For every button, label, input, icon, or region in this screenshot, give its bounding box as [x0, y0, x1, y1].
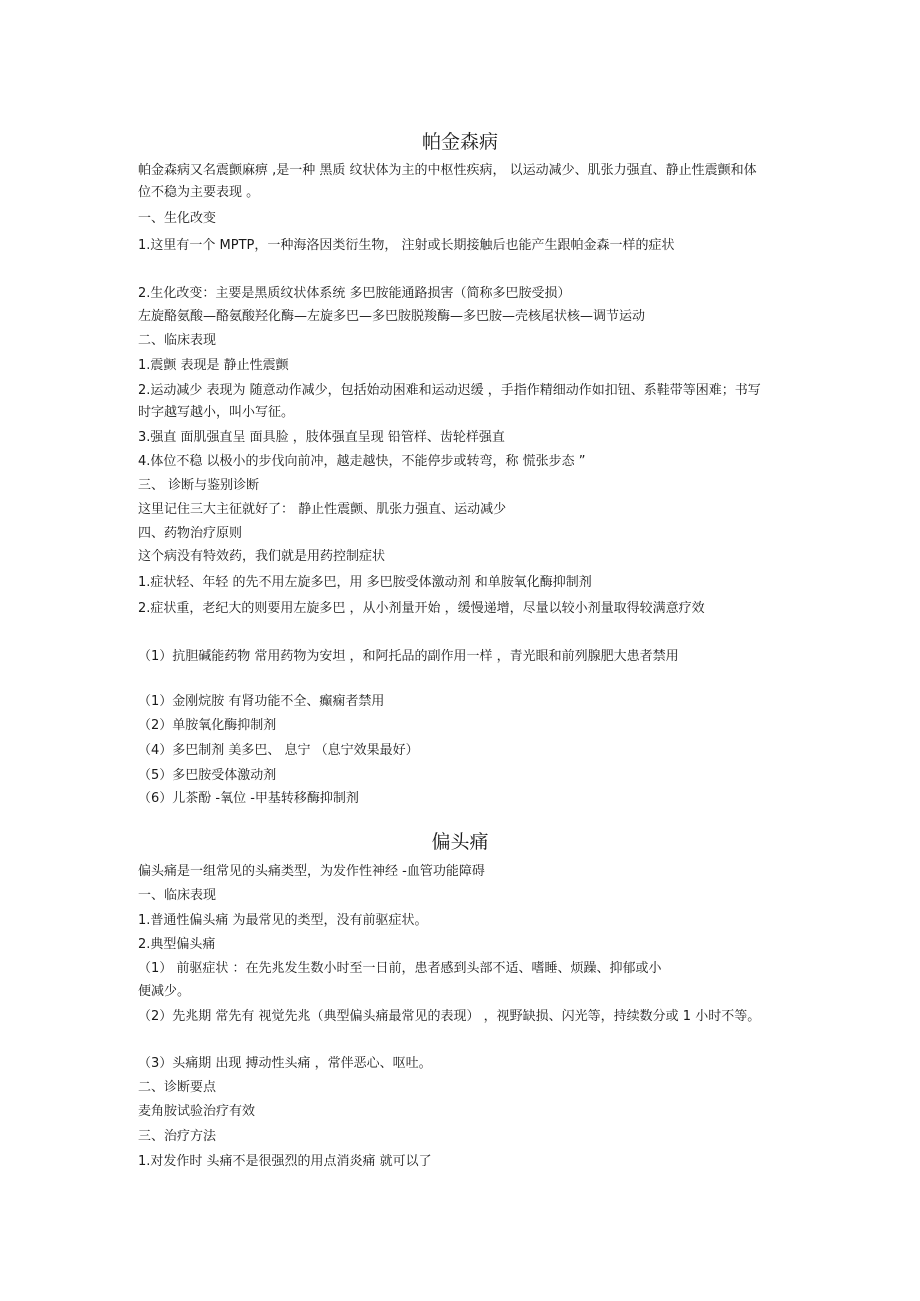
biochem-item-1: 1.这里有一个 MPTP，一种海洛因类衍生物， 注射或长期接触后也能产生跟帕金森一样的症状: [138, 238, 675, 253]
migraine-treatment-1: 1.对发作时 头痛不是很强烈的用点消炎痛 就可以了: [138, 1154, 432, 1169]
therapy-item-1: 1.症状轻、年轻 的先不用左旋多巴，用 多巴胺受体激动剂 和单胺氧化酶抑制剂: [138, 575, 592, 590]
migraine-headache-phase: （3）头痛期 出现 搏动性头痛 ，常伴恶心、呕吐。: [138, 1056, 432, 1071]
clinical-item-2: 2.运动减少 表现为 随意动作减少，包括始动困难和运动迟缓 ，手指作精细动作如扣钮、系鞋带等困难；书写时字越写越小，叫小写征。: [138, 383, 761, 420]
therapy-item-8: （6）儿茶酚 -氧位 -甲基转移酶抑制剂: [138, 791, 359, 806]
heading-migraine-clinical: 一、临床表现: [138, 888, 217, 903]
clinical-item-3: 3.强直 面肌强直呈 面具脸 ，肢体强直呈现 铅管样、齿轮样强直: [138, 430, 505, 445]
therapy-item-5: （2）单胺氧化酶抑制剂: [138, 718, 277, 733]
clinical-item-1: 1.震颤 表现是 静止性震颤: [138, 358, 289, 373]
migraine-clinical-1: 1.普通性偏头痛 为最常见的类型，没有前驱症状。: [138, 913, 428, 928]
parkinson-intro: 帕金森病又名震颤麻痹 ,是一种 黑质 纹状体为主的中枢性疾病， 以运动减少、肌张力强直、静止性震颤和体位不稳为主要表现 。: [138, 163, 757, 200]
section-title-migraine: 偏头痛: [431, 831, 489, 853]
heading-migraine-treatment: 三、治疗方法: [138, 1129, 217, 1144]
migraine-prodrome-cont: 便减少。: [138, 984, 191, 999]
migraine-prodrome: （1） 前驱症状 ：在先兆发生数小时至一日前，患者感到头部不适、嗜睡、烦躁、抑郁或小: [138, 961, 662, 976]
migraine-intro: 偏头痛是一组常见的头痛类型，为发作性神经 -血管功能障碍: [138, 864, 485, 879]
therapy-item-7: （5）多巴胺受体激动剂: [138, 768, 277, 783]
therapy-item-3: （1）抗胆碱能药物 常用药物为安坦 ，和阿托品的副作用一样 ，青光眼和前列腺肥大患者禁用: [138, 649, 679, 664]
section-title-parkinson: 帕金森病: [421, 131, 498, 153]
heading-migraine-diagnosis: 二、诊断要点: [138, 1080, 217, 1095]
heading-diagnosis: 三、 诊断与鉴别诊断: [138, 478, 260, 493]
migraine-diagnosis-text: 麦角胺试验治疗有效: [138, 1104, 256, 1119]
therapy-item-2: 2.症状重，老纪大的则要用左旋多巴 ，从小剂量开始 ，缓慢递增，尽量以较小剂量取得较满意疗效: [138, 601, 705, 616]
biochem-item-2: 2.生化改变：主要是黑质纹状体系统 多巴胺能通路损害（简称多巴胺受损）: [138, 286, 571, 301]
therapy-item-4: （1）金刚烷胺 有肾功能不全、癫痫者禁用: [138, 694, 385, 709]
heading-drug-therapy: 四、药物治疗原则: [138, 526, 243, 541]
diagnosis-text: 这里记住三大主征就好了： 静止性震颤、肌张力强直、运动减少: [138, 502, 507, 517]
migraine-aura: （2）先兆期 常先有 视觉先兆（典型偏头痛最常见的表现） ，视野缺损、闪光等，持续数分或 1 小时不等。: [138, 1009, 761, 1024]
clinical-item-4: 4.体位不稳 以极小的步伐向前冲，越走越快，不能停步或转弯，称 慌张步态 ”: [138, 454, 586, 469]
heading-clinical: 二、临床表现: [138, 333, 217, 348]
biochem-pathway: 左旋酪氨酸—酪氨酸羟化酶—左旋多巴—多巴胺脱羧酶—多巴胺—壳核尾状核—调节运动: [138, 309, 646, 324]
therapy-item-6: （4）多巴制剂 美多巴、 息宁 （息宁效果最好）: [138, 743, 419, 758]
migraine-clinical-2: 2.典型偏头痛: [138, 937, 216, 952]
therapy-intro: 这个病没有特效药，我们就是用药控制症状: [138, 549, 386, 564]
heading-biochem: 一、生化改变: [138, 211, 217, 226]
